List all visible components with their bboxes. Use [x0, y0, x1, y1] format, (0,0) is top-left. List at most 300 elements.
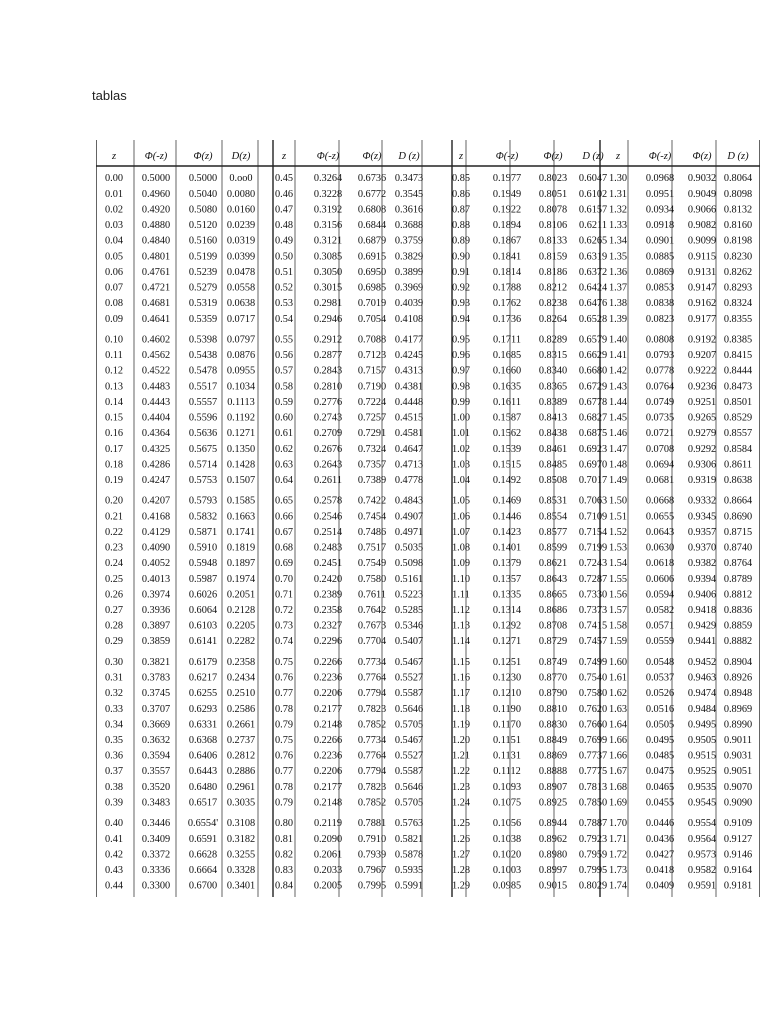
table-cell: 0.3688 [394, 220, 424, 232]
table-cell: 0.9109 [723, 818, 753, 830]
table-cell: 0.8051 [538, 188, 568, 200]
table-cell: 0.2812 [226, 750, 256, 762]
table-cell: 0.5000 [188, 173, 218, 185]
table-cell: 0.1038 [492, 833, 522, 845]
table-cell: 0.4129 [141, 526, 171, 538]
z-value-cell: 0.91 [451, 266, 471, 278]
z-value-cell: 0.98 [451, 381, 471, 393]
table-cell: 0.9082 [687, 220, 717, 232]
z-value-cell: 0.76 [274, 672, 294, 684]
table-cell: 0.6368 [188, 735, 218, 747]
z-value-cell: 0.23 [104, 542, 124, 554]
table-cell: 0.6808 [357, 204, 387, 216]
table-cell: 0.1949 [492, 188, 522, 200]
z-value-cell: 1.19 [451, 719, 471, 731]
z-value-cell: 1.39 [608, 313, 628, 325]
table-cell: 0.7415 [578, 620, 608, 632]
table-cell: 0.7673 [357, 620, 387, 632]
table-cell: 0.8029 [578, 880, 608, 892]
z-value-cell: 1.36 [608, 266, 628, 278]
table-cell: 0.8198 [723, 235, 753, 247]
table-cell: 0.8444 [723, 365, 753, 377]
table-cell: 0.0418 [645, 865, 675, 877]
table-cell: 0.0655 [645, 511, 675, 523]
table-cell: 0.9070 [723, 781, 753, 793]
table-cell: 0.3409 [141, 833, 171, 845]
table-cell: 0.9495 [687, 719, 717, 731]
table-cell: 0.1894 [492, 220, 522, 232]
table-cell: 0.0630 [645, 542, 675, 554]
table-cell: 0.5527 [394, 750, 424, 762]
z-value-cell: 0.60 [274, 412, 294, 424]
z-value-cell: 0.03 [104, 220, 124, 232]
z-value-cell: 1.53 [608, 542, 628, 554]
table-cell: 0.6628 [188, 849, 218, 861]
column-header: Φ(z) [543, 151, 563, 162]
z-value-cell: 0.88 [451, 220, 471, 232]
z-value-cell: 1.28 [451, 865, 471, 877]
table-cell: 0.0838 [645, 298, 675, 310]
table-cell: 0.4843 [394, 495, 424, 507]
table-cell: 0.7910 [357, 833, 387, 845]
table-cell: 0.6985 [357, 282, 387, 294]
table-cell: 0.1660 [492, 365, 522, 377]
table-cell: 0.0516 [645, 703, 675, 715]
table-cell: 0.7499 [578, 656, 608, 668]
table-cell: 0.4381 [394, 381, 424, 393]
z-value-cell: 1.11 [452, 589, 470, 601]
table-cell: 0.3035 [226, 797, 256, 809]
z-value-cell: 1.62 [608, 688, 628, 700]
table-cell: 0.5527 [394, 672, 424, 684]
table-cell: 0.0797 [226, 334, 256, 346]
table-cell: 0.1271 [492, 636, 522, 648]
table-cell: 0.2946 [313, 313, 343, 325]
table-cell: 0.9015 [538, 880, 568, 892]
table-cell: 0.6211 [579, 220, 607, 232]
z-value-cell: 1.27 [451, 849, 471, 861]
z-value-cell: 0.46 [274, 188, 294, 200]
z-value-cell: 0.31 [104, 672, 124, 684]
table-cell: 0.4177 [394, 334, 424, 346]
table-cell: 0.7190 [357, 381, 387, 393]
table-cell: 0.0526 [645, 688, 675, 700]
table-cell: 0.5596 [188, 412, 218, 424]
table-cell: 0.2282 [226, 636, 256, 648]
table-cell: 0.8664 [723, 495, 753, 507]
table-cell: 0.8531 [538, 495, 568, 507]
table-cell: 0.3616 [394, 204, 424, 216]
table-cell: 0.1762 [492, 298, 522, 310]
table-cell: 0.6629 [578, 350, 608, 362]
table-cell: 0.5438 [188, 350, 218, 362]
table-cell: 0.1587 [492, 412, 522, 424]
table-cell: 0.5517 [188, 381, 218, 393]
table-cell: 0.0558 [226, 282, 256, 294]
table-cell: 0.0735 [645, 412, 675, 424]
table-cell: 0.0708 [645, 443, 675, 455]
z-value-cell: 1.29 [451, 880, 471, 892]
table-cell: 0.4245 [394, 350, 424, 362]
table-cell: 0.8790 [538, 688, 568, 700]
z-value-cell: 0.34 [104, 719, 124, 731]
table-cell: 0.2358 [313, 605, 343, 617]
table-cell: 0.8132 [723, 204, 753, 216]
table-cell: 0.7620 [578, 703, 608, 715]
table-cell: 0.6875 [578, 428, 608, 440]
z-value-cell: 1.66 [608, 750, 628, 762]
table-cell: 0.7454 [357, 511, 387, 523]
table-cell: 0.4404 [141, 412, 171, 424]
table-cell: 0.5991 [394, 880, 424, 892]
table-cell: 0.0399 [226, 251, 256, 263]
table-cell: 0.3228 [313, 188, 343, 200]
table-cell: 0.9394 [687, 573, 717, 585]
z-value-cell: 1.67 [608, 766, 628, 778]
table-cell: 0.3969 [394, 282, 424, 294]
table-cell: 0.2643 [313, 459, 343, 471]
table-cell: 0.0985 [492, 880, 522, 892]
z-value-cell: 1.69 [608, 797, 628, 809]
table-cell: 0.4168 [141, 511, 171, 523]
table-cell: 0.9370 [687, 542, 717, 554]
table-cell: 0.1170 [493, 719, 521, 731]
z-value-cell: 0.71 [274, 589, 294, 601]
table-cell: 0.2586 [226, 703, 256, 715]
table-cell: 0.8501 [723, 396, 753, 408]
table-cell: 0.7291 [357, 428, 387, 440]
z-value-cell: 0.79 [274, 719, 294, 731]
z-value-cell: 1.15 [451, 656, 471, 668]
table-cell: 0.3182 [226, 833, 256, 845]
table-cell: 0.0475 [645, 766, 675, 778]
table-cell: 0.8385 [723, 334, 753, 346]
table-cell: 0.5587 [394, 766, 424, 778]
z-value-cell: 0.79 [274, 797, 294, 809]
table-cell: 0.0160 [226, 204, 256, 216]
table-cell: 0.7088 [357, 334, 387, 346]
z-value-cell: 0.56 [274, 350, 294, 362]
table-cell: 0.0436 [645, 833, 675, 845]
z-value-cell: 1.35 [608, 251, 628, 263]
table-cell: 0.7154 [578, 526, 608, 538]
z-value-cell: 0.01 [104, 188, 124, 200]
table-cell: 0.2236 [313, 750, 343, 762]
table-cell: 0.6680 [578, 365, 608, 377]
table-cell: 0.6772 [357, 188, 387, 200]
table-cell: 0.9265 [687, 412, 717, 424]
table-cell: 0.0876 [226, 350, 256, 362]
z-value-cell: 0.52 [274, 282, 294, 294]
z-value-cell: 0.82 [274, 849, 294, 861]
table-cell: 0.9127 [723, 833, 753, 845]
table-cell: 0.7967 [357, 865, 387, 877]
table-cell: 0.9591 [687, 880, 717, 892]
table-cell: 0.9382 [687, 558, 717, 570]
table-cell: 0.2177 [313, 703, 343, 715]
table-cell: 0.8997 [538, 865, 568, 877]
column-header: Φ(-z) [495, 151, 519, 162]
table-cell: 0.7775 [578, 766, 608, 778]
table-cell: 0.8944 [538, 818, 568, 830]
table-cell: 0.4761 [141, 266, 171, 278]
table-cell: 0.7324 [357, 443, 387, 455]
table-cell: 0.8888 [538, 766, 568, 778]
table-cell: 0.1112 [493, 766, 521, 778]
table-cell: 0.4448 [394, 396, 424, 408]
z-value-cell: 0.80 [274, 818, 294, 830]
table-cell: 0.9162 [687, 298, 717, 310]
table-cell: 0.2709 [313, 428, 343, 440]
table-cell: 0.8715 [723, 526, 753, 538]
z-value-cell: 1.60 [608, 656, 628, 668]
z-value-cell: 1.17 [451, 688, 471, 700]
table-cell: 0.9032 [687, 173, 717, 185]
z-value-cell: 0.69 [274, 558, 294, 570]
table-cell: 0.0537 [645, 672, 675, 684]
table-cell: 0.2434 [226, 672, 256, 684]
z-value-cell: 1.02 [451, 443, 471, 455]
z-value-cell: 0.77 [274, 766, 294, 778]
z-value-cell: 0.38 [104, 781, 124, 793]
z-value-cell: 0.30 [104, 656, 124, 668]
table-cell: 0.1251 [492, 656, 522, 668]
table-cell: 0.8064 [723, 173, 753, 185]
z-value-cell: 0.49 [274, 235, 294, 247]
table-cell: 0.5478 [188, 365, 218, 377]
z-value-cell: 0.00 [104, 173, 124, 185]
table-cell: 0.0823 [645, 313, 675, 325]
table-cell: 0.6827 [578, 412, 608, 424]
table-cell: 0.5098 [394, 558, 424, 570]
table-cell: 0.8882 [723, 636, 753, 648]
table-cell: 0.4325 [141, 443, 171, 455]
table-cell: 0.7734 [357, 656, 387, 668]
table-cell: 0.8990 [723, 719, 753, 731]
table-cell: 0.6424 [578, 282, 608, 294]
table-cell: 0.5793 [188, 495, 218, 507]
table-cell: 0.9066 [687, 204, 717, 216]
table-cell: 0.0495 [645, 735, 675, 747]
table-cell: 0.0582 [645, 605, 675, 617]
z-value-cell: 0.25 [104, 573, 124, 585]
z-value-cell: 0.06 [104, 266, 124, 278]
table-cell: 0.0548 [645, 656, 675, 668]
table-cell: 0.3328 [226, 865, 256, 877]
z-value-cell: 1.05 [451, 495, 471, 507]
table-cell: 0.8749 [538, 656, 568, 668]
table-cell: 0.9131 [687, 266, 717, 278]
z-value-cell: 0.63 [274, 459, 294, 471]
table-cell: 0.9251 [687, 396, 717, 408]
z-value-cell: 1.51 [608, 511, 628, 523]
table-cell: 0.9554 [687, 818, 717, 830]
table-cell: 0.8315 [538, 350, 568, 362]
table-cell: 0.4681 [141, 298, 171, 310]
table-cell: 0.3050 [313, 266, 343, 278]
table-cell: 0.5398 [188, 334, 218, 346]
z-value-cell: 0.59 [274, 396, 294, 408]
table-cell: 0.7995 [578, 865, 608, 877]
table-cell: 0.3783 [141, 672, 171, 684]
z-value-cell: 1.12 [451, 605, 471, 617]
table-cell: 0.9441 [687, 636, 717, 648]
table-cell: 0.6331 [188, 719, 218, 731]
table-cell: 0.3015 [313, 282, 343, 294]
table-cell: 0.1379 [492, 558, 522, 570]
table-cell: 0.1350 [226, 443, 256, 455]
z-value-cell: 1.72 [608, 849, 628, 861]
table-cell: 0.8643 [538, 573, 568, 585]
z-value-cell: 0.33 [104, 703, 124, 715]
table-cell: 0.1515 [492, 459, 522, 471]
z-value-cell: 0.15 [104, 412, 124, 424]
z-value-cell: 1.54 [608, 558, 628, 570]
z-value-cell: 1.61 [608, 672, 628, 684]
table-cell: 0.7063 [578, 495, 608, 507]
table-cell: 0.1401 [492, 542, 522, 554]
table-cell: 0.8836 [723, 605, 753, 617]
z-value-cell: 0.32 [104, 688, 124, 700]
z-value-cell: 0.64 [274, 474, 294, 486]
table-cell: 0.7959 [578, 849, 608, 861]
table-cell: 0.7794 [357, 766, 387, 778]
z-value-cell: 0.18 [104, 459, 124, 471]
table-cell: 0.5467 [394, 735, 424, 747]
z-value-cell: 0.43 [104, 865, 124, 877]
table-cell: 0.2005 [313, 880, 343, 892]
z-value-cell: 0.94 [451, 313, 471, 325]
column-header: z [281, 151, 287, 162]
z-value-cell: 0.77 [274, 688, 294, 700]
table-cell: 0.1230 [492, 672, 522, 684]
table-cell: 0.6736 [357, 173, 387, 185]
z-value-cell: 0.17 [104, 443, 124, 455]
table-cell: 0.2148 [313, 797, 343, 809]
table-cell: 0.3707 [141, 703, 171, 715]
table-cell: 0.2266 [313, 735, 343, 747]
table-cell: 0.4880 [141, 220, 171, 232]
table-cell: 0.1897 [226, 558, 256, 570]
table-cell: 0.1093 [492, 781, 522, 793]
table-cell: 0.7486 [357, 526, 387, 538]
table-cell: 0.2205 [226, 620, 256, 632]
table-cell: 0.6970 [578, 459, 608, 471]
z-value-cell: 0.08 [104, 298, 124, 310]
table-cell: 0.8859 [723, 620, 753, 632]
table-cell: 0.8810 [538, 703, 568, 715]
z-value-cell: 1.45 [608, 412, 628, 424]
column-header: Φ(-z) [316, 151, 340, 162]
table-cell: 0.6265 [578, 235, 608, 247]
table-cell: 0.9474 [687, 688, 717, 700]
table-cell: 0.3899 [394, 266, 424, 278]
table-cell: 0.0955 [226, 365, 256, 377]
table-cell: 0.3520 [141, 781, 171, 793]
table-cell: 0.2128 [226, 605, 256, 617]
table-cell: 0.2578 [313, 495, 343, 507]
table-cell: 0.8293 [723, 282, 753, 294]
table-cell: 0.8904 [723, 656, 753, 668]
table-cell: 0.0409 [645, 880, 675, 892]
table-cell: 0.2886 [226, 766, 256, 778]
table-cell: 0.9564 [687, 833, 717, 845]
table-cell: 0.6923 [578, 443, 608, 455]
table-cell: 0.2676 [313, 443, 343, 455]
z-value-cell: 0.92 [451, 282, 471, 294]
z-value-cell: 1.44 [608, 396, 628, 408]
table-cell: 0.1539 [492, 443, 522, 455]
z-value-cell: 1.71 [608, 833, 628, 845]
table-cell: 0.0427 [645, 849, 675, 861]
table-cell: 0.4090 [141, 542, 171, 554]
z-value-cell: 0.99 [451, 396, 471, 408]
z-value-cell: 1.43 [608, 381, 628, 393]
table-cell: 0.1788 [492, 282, 522, 294]
table-cell: 0.4108 [394, 313, 424, 325]
z-value-cell: 1.64 [608, 719, 628, 731]
table-cell: 0.8962 [538, 833, 568, 845]
column-header: D (z) [398, 151, 420, 162]
z-value-cell: 0.55 [274, 334, 294, 346]
table-cell: 0.5871 [188, 526, 218, 538]
table-cell: 0.3192 [313, 204, 343, 216]
z-value-cell: 0.78 [274, 703, 294, 715]
table-cell: 0.9535 [687, 781, 717, 793]
table-cell: 0.6579 [578, 334, 608, 346]
table-cell: 0.8324 [723, 298, 753, 310]
table-cell: 0.1151 [493, 735, 521, 747]
table-cell: 0.2776 [313, 396, 343, 408]
table-cell: 0.9236 [687, 381, 717, 393]
z-value-cell: 0.28 [104, 620, 124, 632]
z-value-cell: 1.59 [608, 636, 628, 648]
table-cell: 0.5199 [188, 251, 218, 263]
table-cell: 0.9177 [687, 313, 717, 325]
z-value-cell: 1.74 [608, 880, 628, 892]
table-cell: 0.1867 [492, 235, 522, 247]
table-cell: 0.9011 [724, 735, 752, 747]
table-cell: 0.8186 [538, 266, 568, 278]
table-cell: 0.7813 [578, 781, 608, 793]
z-value-cell: 1.48 [608, 459, 628, 471]
table-cell: 0.9164 [723, 865, 753, 877]
table-cell: 0.6879 [357, 235, 387, 247]
table-cell: 0.0853 [645, 282, 675, 294]
table-cell: 0.9484 [687, 703, 717, 715]
table-cell: 0.1020 [492, 849, 522, 861]
table-cell: 0.6915 [357, 251, 387, 263]
column-header: Φ(z) [193, 151, 213, 162]
table-cell: 0.5587 [394, 688, 424, 700]
table-cell: 0.6528 [578, 313, 608, 325]
table-cell: 0.3121 [313, 235, 343, 247]
table-cell: 0.0485 [645, 750, 675, 762]
table-cell: 0.7243 [578, 558, 608, 570]
z-value-cell: 0.96 [451, 350, 471, 362]
table-cell: 0.5636 [188, 428, 218, 440]
column-header: D (z) [582, 151, 604, 162]
table-cell: 0.7923 [578, 833, 608, 845]
z-value-cell: 1.58 [608, 620, 628, 632]
column-header: Φ(z) [692, 151, 712, 162]
table-cell: 0.5878 [394, 849, 424, 861]
z-value-cell: 1.57 [608, 605, 628, 617]
z-value-cell: 0.90 [451, 251, 471, 263]
table-cell: 0.7823 [357, 781, 387, 793]
table-cell: 0.0968 [645, 173, 675, 185]
table-cell: 0.8948 [723, 688, 753, 700]
